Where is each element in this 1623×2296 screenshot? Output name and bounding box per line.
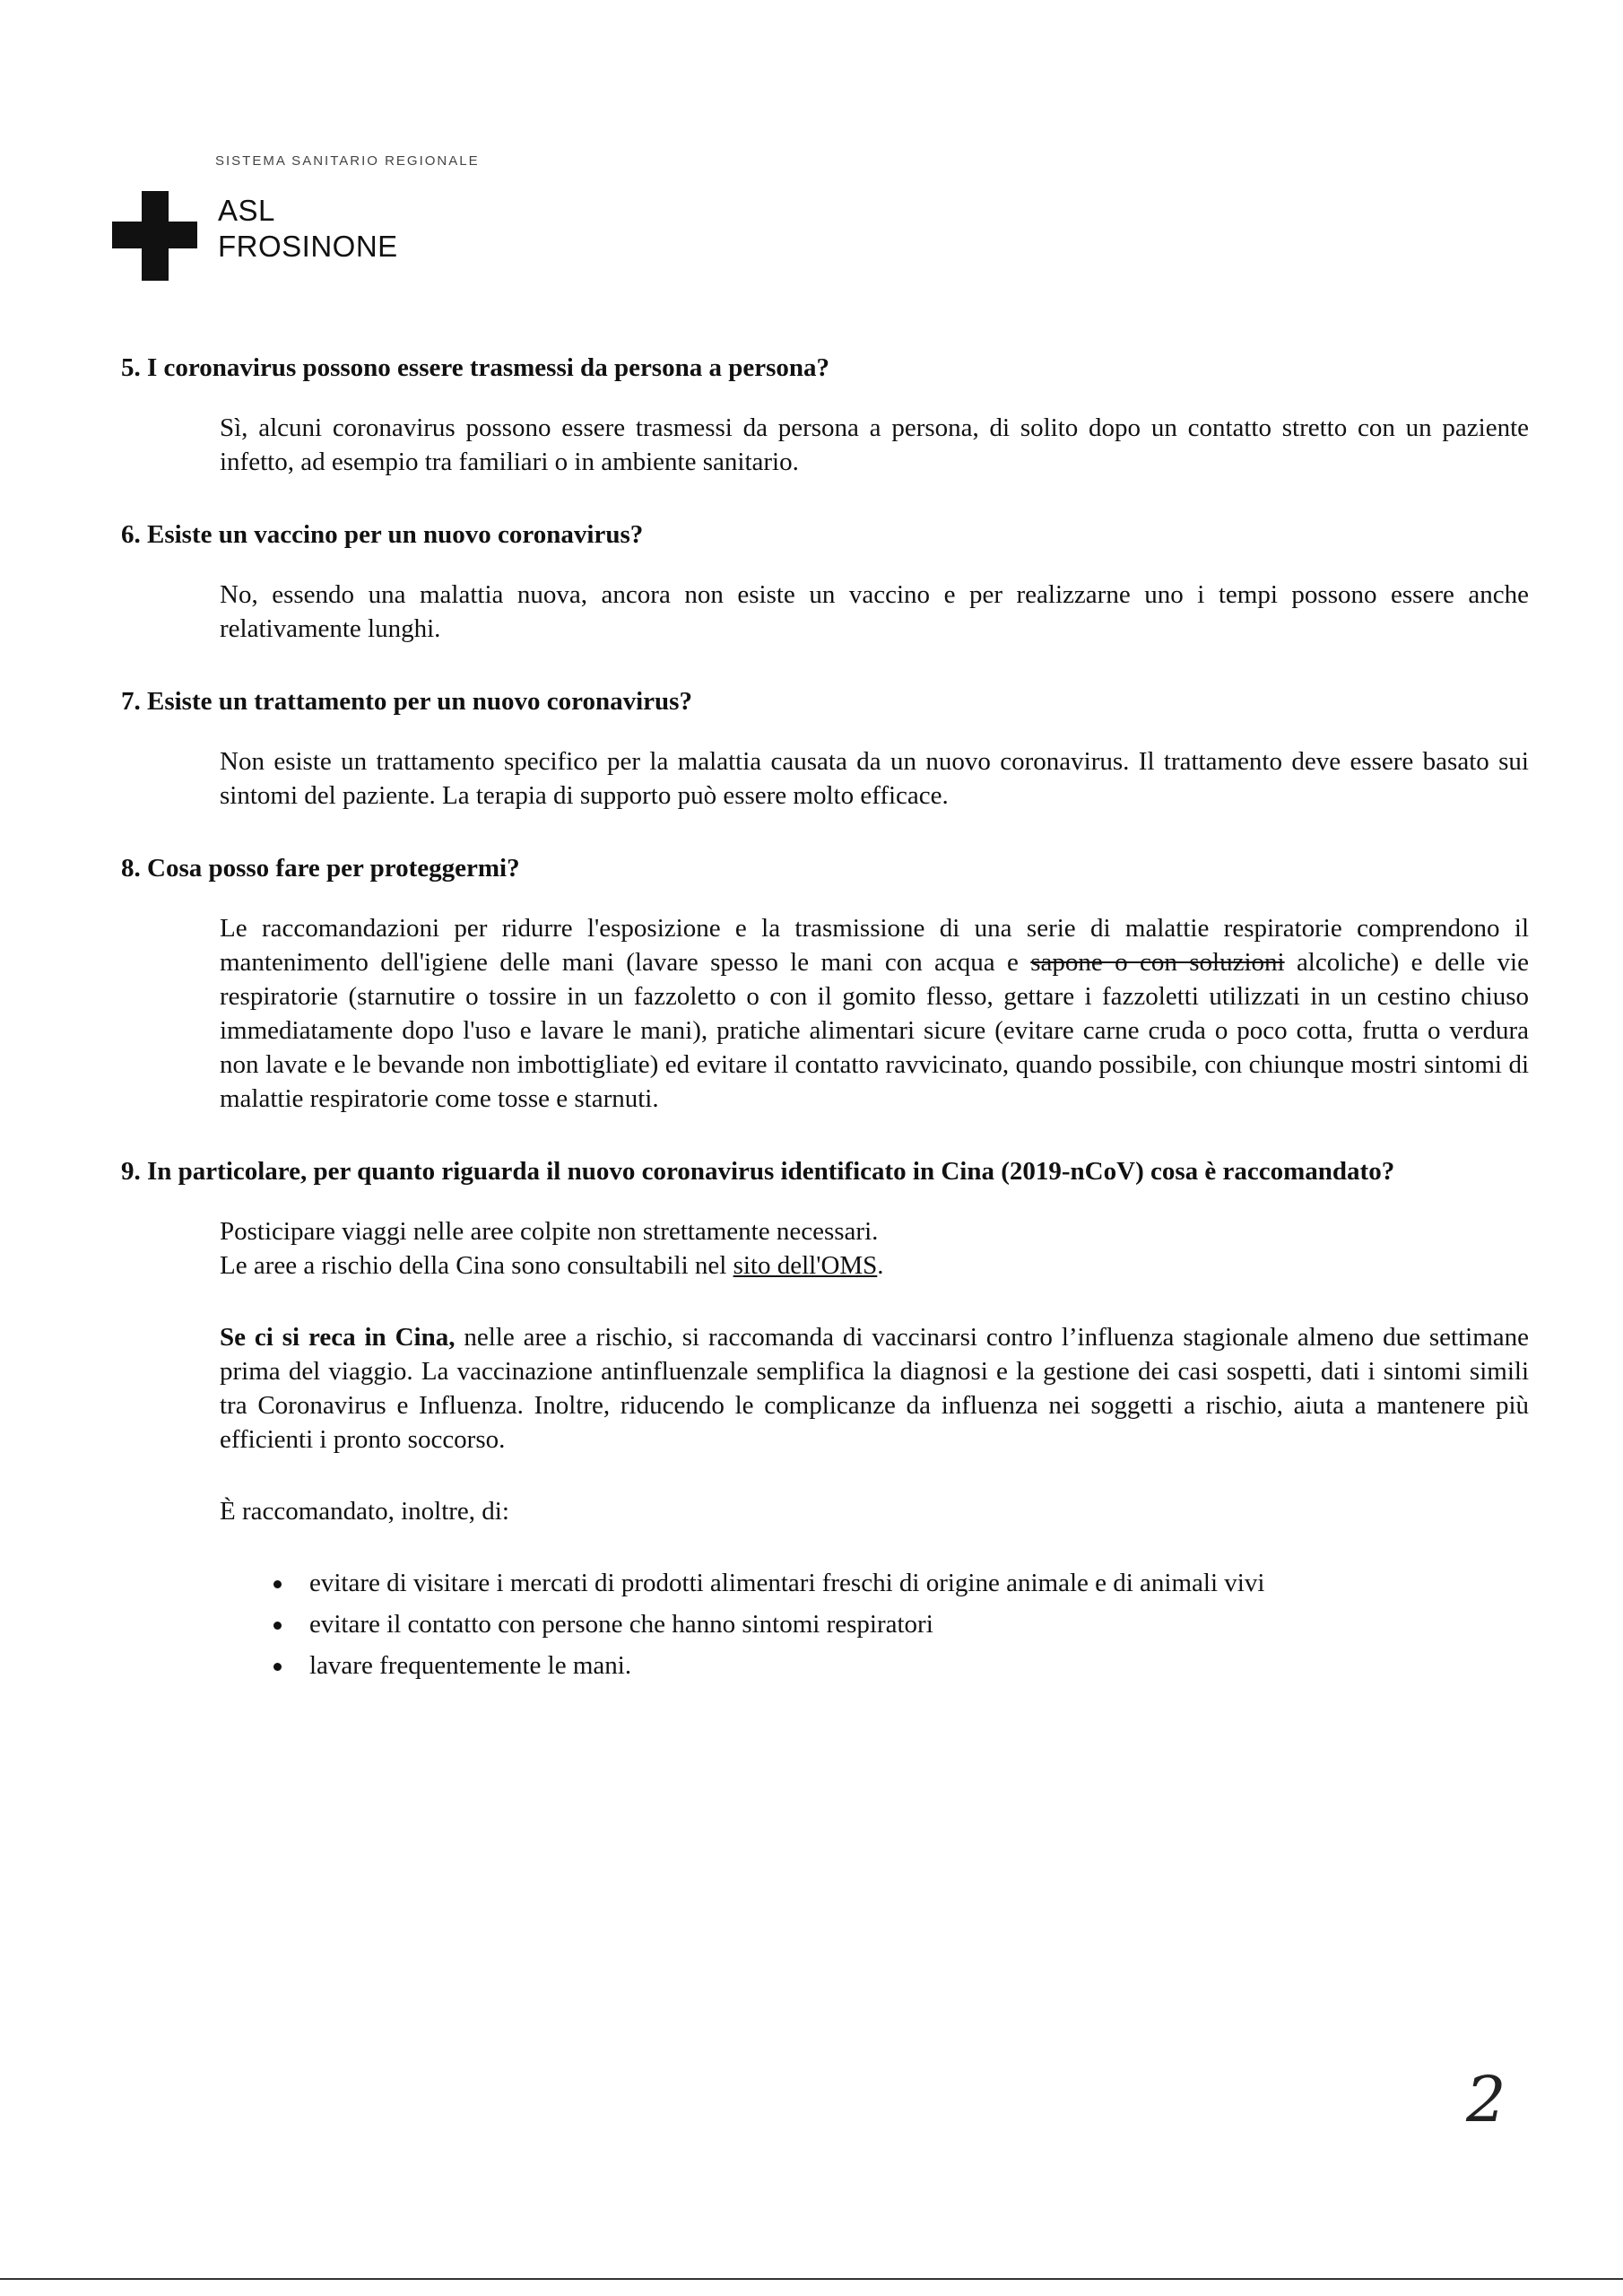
- system-name: SISTEMA SANITARIO REGIONALE: [215, 153, 480, 169]
- question-5: 5. I coronavirus possono essere trasmessi da persona a persona?: [121, 353, 830, 382]
- page-number: 2: [1466, 2063, 1506, 2136]
- org-line-1: ASL: [218, 194, 275, 227]
- answer-9-line-1: Posticipare viaggi nelle aree colpite non strettamente necessari.: [220, 1217, 879, 1246]
- answer-8-struck-text: sapone o con soluzioni: [1030, 948, 1285, 977]
- answer-8-part-1: Le raccomandazioni per ridurre l'esposizione e la trasmissione di una serie di malattie respiratorie comprendono il mantenimento dell'igiene delle mani (lavare spesso le mani con acqua e: [220, 914, 1529, 977]
- list-item: evitare di visitare i mercati di prodotti alimentari freschi di origine animale e di animali vivi: [273, 1566, 1529, 1600]
- answer-9-paragraph-2-text: nelle aree a rischio, si raccomanda di vaccinarsi contro l’influenza stagionale almeno due settimane prima del viaggio. La vaccinazione antinfluenzale semplifica la diagnosi e la gestione dei casi sospetti, dati i sintomi simili tra Coronavirus e Influenza. Inoltre, riducendo le complicanze da influenza nei soggetti a rischio, aiuta a mantenere più efficienti i pronto soccorso.: [220, 1323, 1529, 1454]
- recommendations-list: [121, 1566, 1529, 1683]
- header-logo: [112, 148, 560, 283]
- answer-8-part-2: alcoliche) e delle vie respiratorie (starnutire o tossire in un fazzoletto o con il gomito flesso, gettare i fazzoletti utilizzati in un cestino chiuso immediatamente dopo l'uso e lavare le mani), pratiche alimentari sicure (evitare carne cruda o poco cotta, frutta o verdura non lavate e le bevande non imbottigliate) ed evitare il contatto ravvicinato, quando possibile, con chiunque mostri sintomi di malattie respiratorie come tosse e starnuti.: [220, 948, 1529, 1113]
- answer-7: Non esiste un trattamento specifico per la malattia causata da un nuovo coronavirus. Il trattamento deve essere basato sui sintomi del paziente. La terapia di supporto può essere molto efficace.: [220, 747, 1529, 810]
- answer-6: No, essendo una malattia nuova, ancora non esiste un vaccino e per realizzarne uno i tempi possono essere anche relativamente lunghi.: [220, 580, 1529, 643]
- question-7: 7. Esiste un trattamento per un nuovo coronavirus?: [121, 687, 692, 716]
- answer-9-paragraph-1: Posticipare viaggi nelle aree colpite non strettamente necessari. Le aree a rischio della Cina sono consultabili nel sito dell'OMS.: [220, 1217, 884, 1280]
- oms-site-link[interactable]: sito dell'OMS: [733, 1251, 878, 1280]
- faq-content: [121, 352, 1529, 1690]
- answer-5: Sì, alcuni coronavirus possono essere trasmessi da persona a persona, di solito dopo un contatto stretto con un paziente infetto, ad esempio tra familiari o in ambiente sanitario.: [220, 413, 1529, 476]
- cross-icon: [112, 191, 197, 281]
- organization-name: [218, 193, 398, 265]
- list-item: lavare frequentemente le mani.: [273, 1648, 1529, 1683]
- question-9: 9. In particolare, per quanto riguarda il nuovo coronavirus identificato in Cina (2019-nCoV) cosa è raccomandato?: [121, 1157, 1395, 1186]
- question-8: 8. Cosa posso fare per proteggermi?: [121, 854, 520, 883]
- question-6: 6. Esiste un vaccino per un nuovo coronavirus?: [121, 520, 644, 549]
- answer-9-paragraph-3: È raccomandato, inoltre, di:: [220, 1497, 509, 1526]
- answer-9-bold-lead: Se ci si reca in Cina,: [220, 1323, 456, 1352]
- answer-9-paragraph-2: [121, 1320, 1529, 1457]
- answer-9-line-2: Le aree a rischio della Cina sono consultabili nel: [220, 1251, 733, 1280]
- list-item: evitare il contatto con persone che hanno sintomi respiratori: [273, 1607, 1529, 1641]
- footer-divider: [0, 2278, 1623, 2280]
- answer-8: [121, 911, 1529, 1116]
- org-line-2: FROSINONE: [218, 230, 398, 263]
